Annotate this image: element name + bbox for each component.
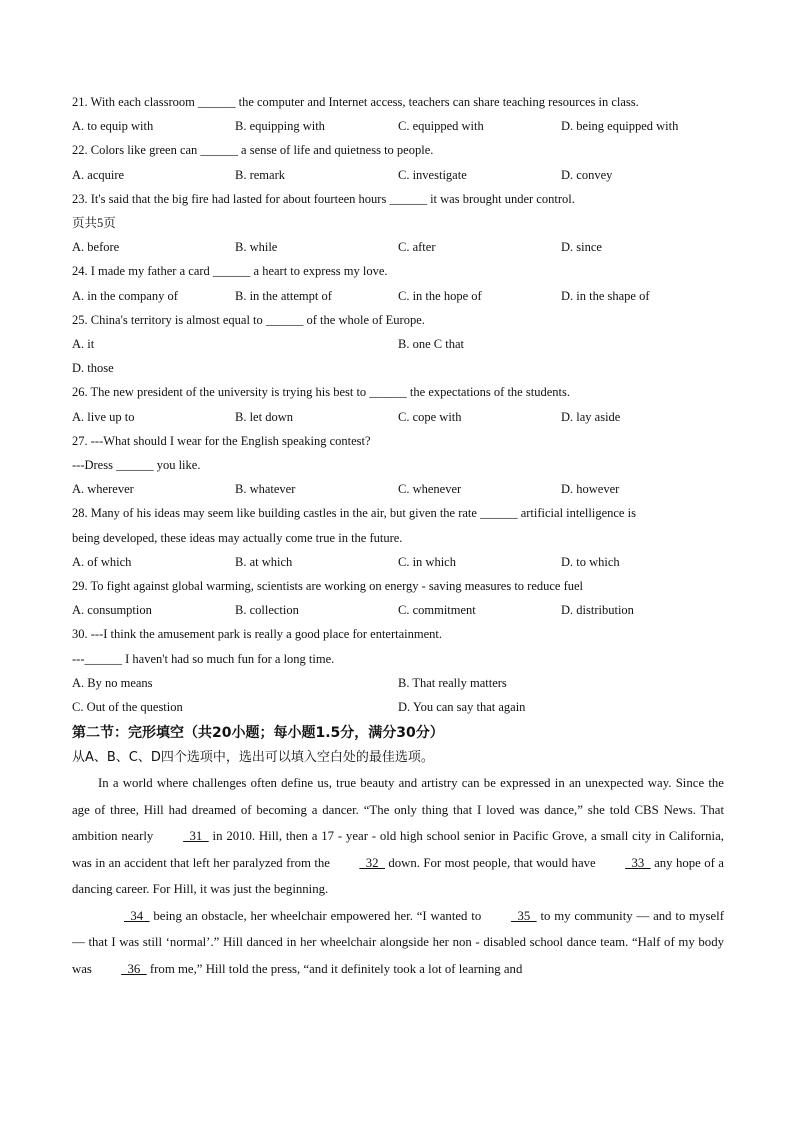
options-row [72,695,724,719]
blank-number: 35 [511,908,537,923]
options-row [72,598,724,622]
answer-option: A. live up to [72,409,135,424]
options-row [72,405,724,429]
options-row [72,284,724,308]
answer-option: D. being equipped with [561,119,679,134]
answer-option: A. in the company of [72,288,178,303]
question-text: 30. ---I think the amusement park is really a good place for entertainment. [72,627,443,642]
passage-text: to my community — and to myself — that I was still ‘normal’.” Hill danced in her wheelchair alongside her non - disabled school dance team. “Half of my body was [72,908,724,976]
question-text: 29. To fight against global warming, scientists are working on energy - saving measures to reduce fuel [72,579,584,594]
options-row [72,332,724,356]
passage-paragraph [72,770,724,903]
answer-option: D. to which [561,554,620,569]
blank-number: 31 [183,829,209,844]
answer-option: B. remark [235,167,285,182]
answer-option: B. That really matters [398,675,507,690]
answer-option: A. acquire [72,167,125,182]
options-row [72,235,724,259]
options-row [72,477,724,501]
answer-option: C. in which [398,554,456,569]
answer-option: C. equipped with [398,119,484,134]
answer-option: C. whenever [398,482,462,497]
passage-text: In a world where challenges often define us, true beauty and artistry can be expressed in an unexpected way. Since the age of three, Hill had dreamed of becoming a dancer. “The only thing that I loved was dance,” she told CBS News. That ambition nearly [72,776,724,844]
answer-option: C. cope with [398,409,462,424]
passage-text: down. For most people, that would have [384,855,600,870]
section-title: 第二节：完形填空（共20小题；每小题1.5分，满分30分） [72,725,444,742]
answer-option: C. investigate [398,167,467,182]
question-text: 21. With each classroom ______ the computer and Internet access, teachers can share teaching resources in class. [72,95,639,109]
question-text: 24. I made my father a card ______ a heart to express my love. [72,264,388,279]
answer-option: B. in the attempt of [235,288,332,303]
blank-number: 32 [359,855,385,870]
options-row [72,163,724,187]
answer-option: B. while [235,240,278,255]
answer-option: D. You can say that again [398,700,526,715]
options-row [72,356,724,380]
question-text: 22. Colors like green can ______ a sense of life and quietness to people. [72,143,434,158]
passage-paragraph [72,903,724,983]
question-continuation: ---Dress ______ you like. [72,458,201,473]
answer-option: B. equipping with [235,119,325,134]
section-instruction: 从A、B、C、D四个选项中，选出可以填入空白处的最佳选项。 [72,750,434,766]
answer-option: A. before [72,240,120,255]
question-continuation: ---______ I haven't had so much fun for a long time. [72,651,335,666]
answer-option: A. it [72,337,95,352]
passage-text: from me,” Hill told the press, “and it definitely took a lot of learning and [146,961,523,976]
question-text: 27. ---What should I wear for the English speaking contest? [72,433,371,448]
answer-option: B. one C that [398,337,464,352]
answer-option: B. let down [235,409,293,424]
answer-option: A. to equip with [72,119,154,134]
blank-number: 33 [625,855,651,870]
question-text: 25. China's territory is almost equal to ______ of the whole of Europe. [72,312,425,327]
answer-option: D. distribution [561,603,634,618]
question-text: 28. Many of his ideas may seem like building castles in the air, but given the rate ______ artificial intelligence is [72,506,636,521]
answer-option: A. wherever [72,482,134,497]
answer-option: B. at which [235,554,293,569]
answer-option: B. whatever [235,482,296,497]
options-row [72,550,724,574]
answer-option: A. By no means [72,675,153,690]
answer-option: C. in the hope of [398,288,482,303]
answer-option: D. those [72,361,114,376]
blank-number: 36 [121,961,147,976]
answer-option: D. in the shape of [561,288,650,303]
passage-text: any hope of a dancing career. For Hill, it was just the beginning. [72,855,724,897]
answer-option: B. collection [235,603,299,618]
answer-option: D. however [561,482,620,497]
options-row [72,114,724,138]
passage-text: being an obstacle, her wheelchair empowered her. “I wanted to [149,908,486,923]
answer-option: C. commitment [398,603,476,618]
answer-option: A. consumption [72,603,152,618]
question-text: 23. It's said that the big fire had lasted for about fourteen hours ______ it was brought under control. [72,191,575,206]
answer-option: D. convey [561,167,613,182]
answer-option: D. lay aside [561,409,621,424]
exam-page [72,90,724,982]
options-row [72,671,724,695]
answer-option: A. of which [72,554,132,569]
question-text: 26. The new president of the university is trying his best to ______ the expectations of the students. [72,385,570,400]
answer-option: C. Out of the question [72,700,183,715]
passage-text: in 2010. Hill, then a 17 - year - old high school senior in Pacific Grove, a small city in California, was in an accident that left her paralyzed from the [72,829,724,870]
blank-number: 34 [124,908,150,923]
question-continuation: being developed, these ideas may actually come true in the future. [72,530,403,545]
question-continuation: 页共5页 [72,216,116,231]
answer-option: D. since [561,240,602,255]
answer-option: C. after [398,240,436,255]
